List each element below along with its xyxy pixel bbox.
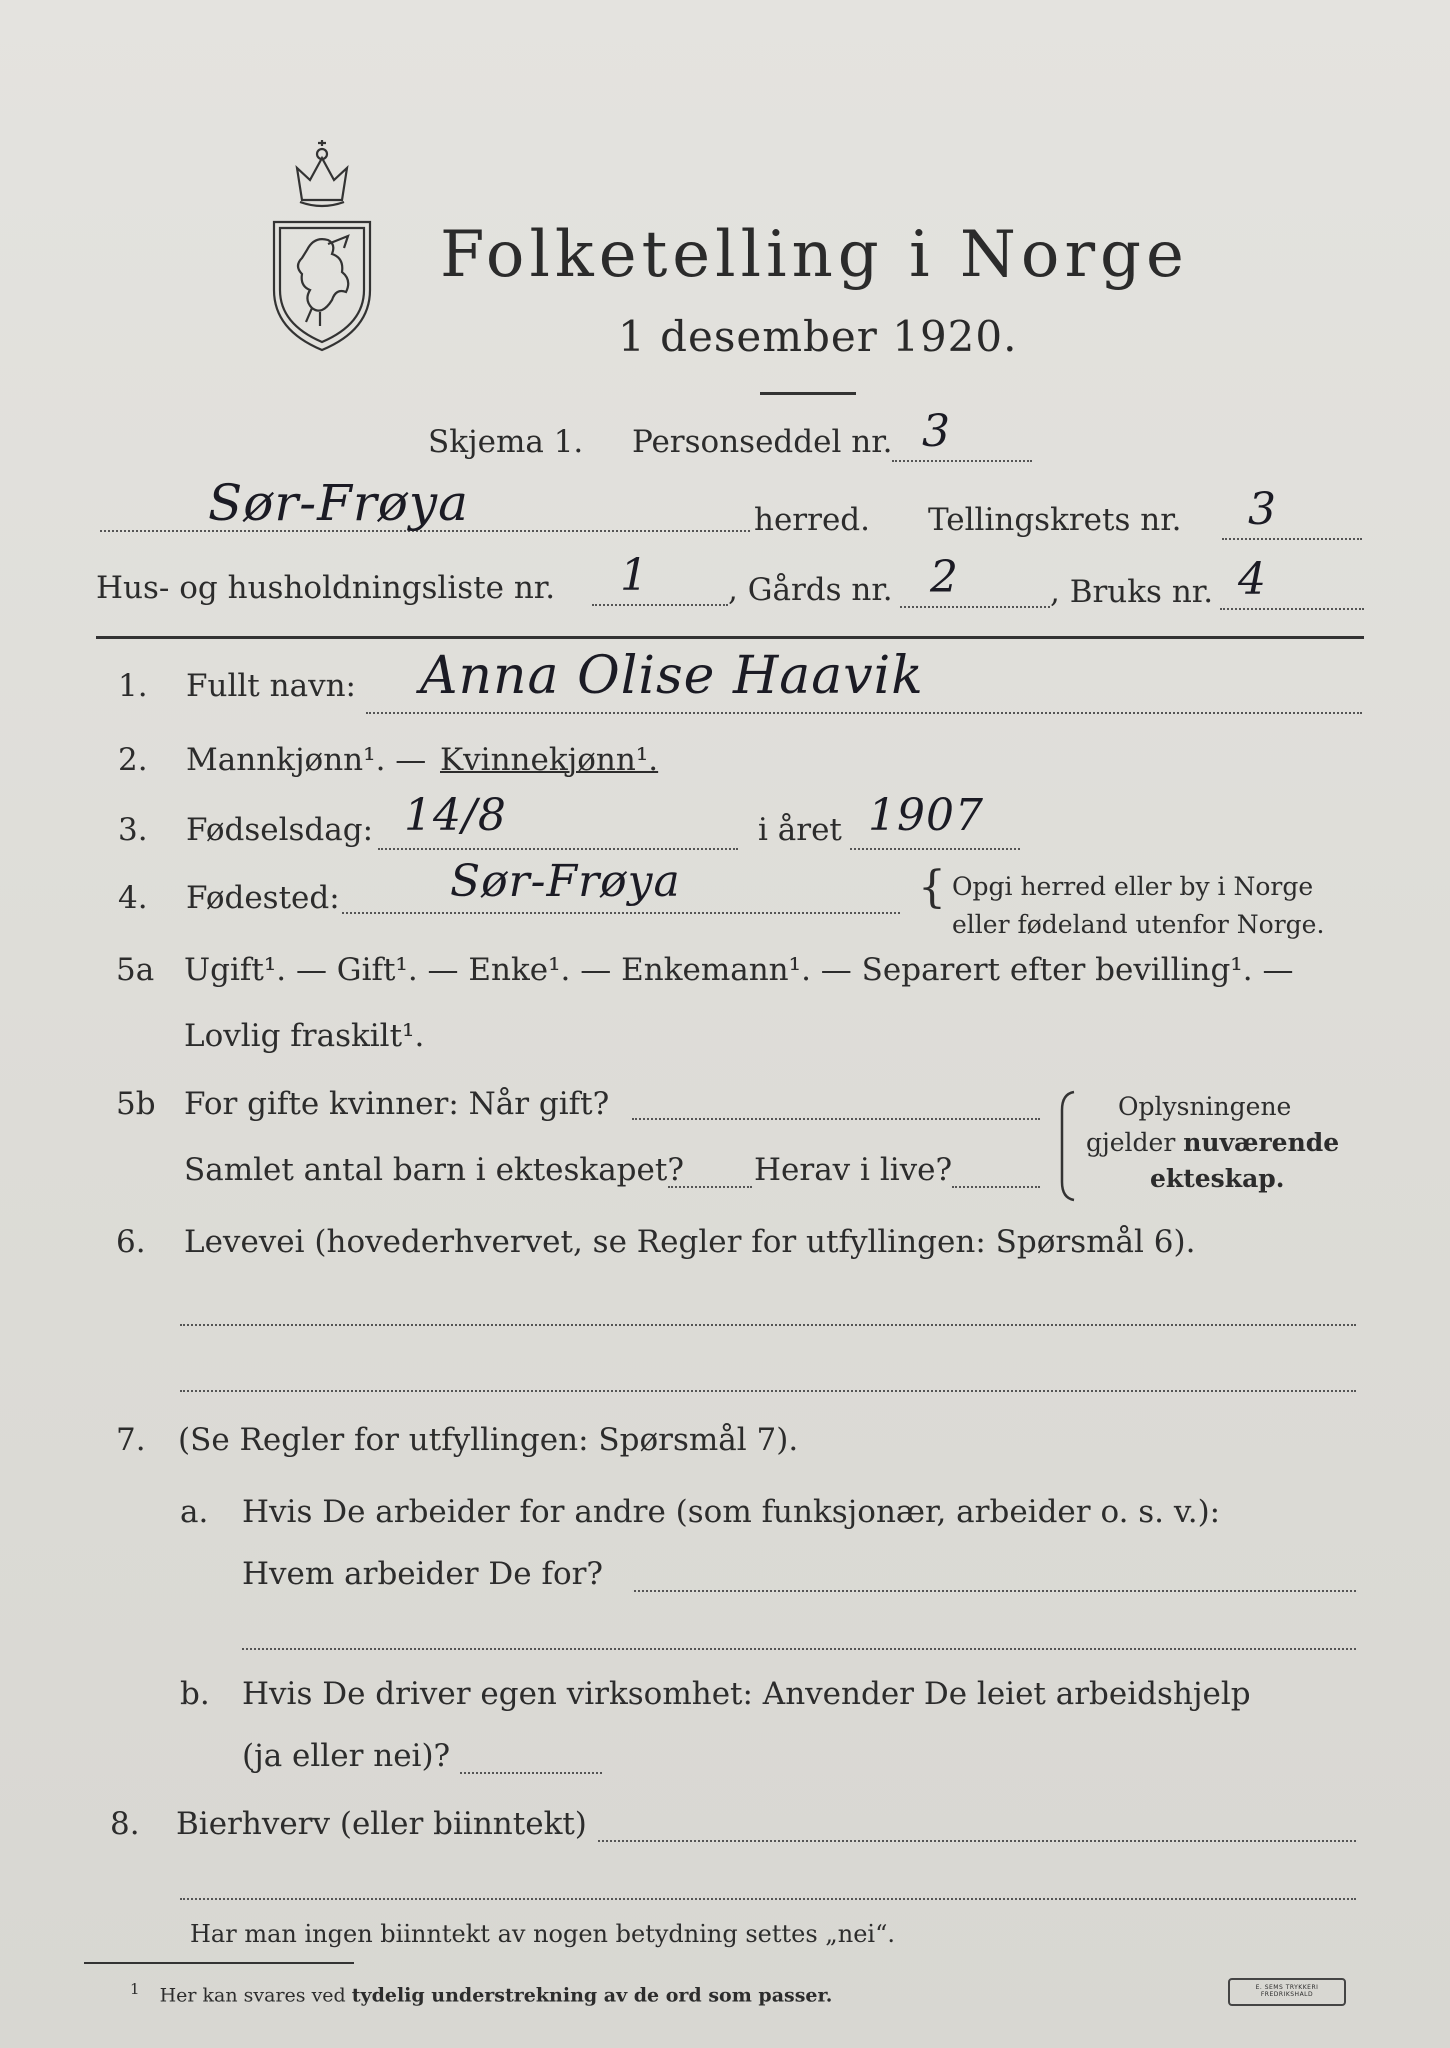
q7-label: (Se Regler for utfyllingen: Spørsmål 7). (178, 1422, 799, 1458)
q5b-note-line3: ekteskap. (1150, 1164, 1285, 1193)
q5a-line1: Ugift¹. — Gift¹. — Enke¹. — Enkemann¹. — Separert efter bevilling¹. — (184, 952, 1294, 988)
q5b-note-line2 (1086, 1128, 1339, 1157)
title-divider (760, 392, 856, 395)
q8-number: 8. (110, 1806, 140, 1842)
footnote-text-a: Her kan svares ved (159, 1984, 346, 2007)
q1-line (366, 712, 1362, 714)
q2-female: Kvinnekjønn¹. (440, 742, 659, 778)
q5b-note-line1: Oplysningene (1118, 1092, 1292, 1121)
footer-note: Har man ingen biinntekt av nogen betydning settes „nei“. (190, 1920, 895, 1948)
gards-label: , Gårds nr. (728, 572, 893, 608)
hus-label: Hus- og husholdningsliste nr. (96, 570, 556, 606)
census-date: 1 desember 1920. (618, 312, 1018, 361)
q7-number: 7. (116, 1422, 146, 1458)
q7a-letter: a. (180, 1494, 209, 1530)
q7a-line2: Hvem arbeider De for? (242, 1556, 604, 1592)
q1-number: 1. (118, 668, 148, 704)
q8-line2 (180, 1898, 1356, 1900)
schema-label: Skjema 1. (428, 424, 584, 460)
q7b-line1: Hvis De driver egen virksomhet: Anvender De leiet arbeidshjelp (242, 1676, 1251, 1712)
q4-note-line2: eller fødeland utenfor Norge. (952, 910, 1325, 939)
tellingskrets-line (1222, 538, 1362, 540)
birth-year-value: 1907 (868, 790, 984, 841)
q5b-alive-line (952, 1186, 1040, 1188)
q4-label: Fødested: (186, 880, 340, 916)
q4-note-line1: Opgi herred eller by i Norge (952, 872, 1314, 901)
herred-label: herred. (754, 502, 870, 538)
personseddel-line (892, 460, 1032, 462)
q3-line (378, 848, 738, 850)
birthday-value: 14/8 (404, 790, 507, 841)
q4-number: 4. (118, 880, 148, 916)
bruks-line (1220, 608, 1364, 610)
hus-value: 1 (620, 550, 649, 601)
q2-male: Mannkjønn¹. — (186, 742, 427, 778)
q3-year-label: i året (758, 812, 842, 848)
q2-number: 2. (118, 742, 148, 778)
q7b-answer-line (460, 1772, 602, 1774)
bruks-label: , Bruks nr. (1050, 574, 1214, 610)
gards-line (900, 606, 1050, 608)
q5b-number: 5b (116, 1086, 156, 1122)
q8-label: Bierhverv (eller biinntekt) (176, 1806, 587, 1842)
tellingskrets-label: Tellingskrets nr. (928, 502, 1182, 538)
footnote-mark: 1 (130, 1980, 140, 1998)
q1-label: Fullt navn: (186, 668, 356, 704)
q7b-line2: (ja eller nei)? (242, 1738, 451, 1774)
q7a-answer-line2 (242, 1648, 1356, 1650)
header-divider (96, 636, 1364, 639)
hus-line (592, 604, 728, 606)
q5a-number: 5a (116, 952, 155, 988)
q7a-line1: Hvis De arbeider for andre (som funksjonær, arbeider o. s. v.): (242, 1494, 1221, 1530)
q5b-married-line (632, 1118, 1040, 1120)
q3-number: 3. (118, 812, 148, 848)
q6-line1 (180, 1324, 1356, 1326)
q3-label: Fødselsdag: (186, 812, 374, 848)
footer-rule (84, 1962, 354, 1964)
full-name-value: Anna Olise Haavik (420, 646, 924, 706)
q5a-line2: Lovlig fraskilt¹. (184, 1018, 425, 1054)
q4-line (342, 912, 900, 914)
bruks-value: 4 (1238, 554, 1267, 605)
personseddel-value: 3 (922, 406, 951, 457)
herred-value: Sør-Frøya (208, 474, 469, 532)
q6-label: Levevei (hovederhvervet, se Regler for utfyllingen: Spørsmål 6). (184, 1224, 1196, 1260)
printer-mark (1228, 1978, 1346, 2006)
footnote-text-b: tydelig understrekning av de ord som passer. (351, 1984, 833, 2007)
q5b-note-gjelder: gjelder (1086, 1128, 1176, 1157)
q7b-letter: b. (180, 1676, 210, 1712)
q5b-label2: Samlet antal barn i ekteskapet? (184, 1152, 684, 1188)
q5b-label3: Herav i live? (754, 1152, 953, 1188)
page-title: Folketelling i Norge (440, 218, 1189, 292)
tellingskrets-value: 3 (1248, 484, 1277, 535)
q6-number: 6. (116, 1224, 146, 1260)
q8-line1 (598, 1840, 1356, 1842)
q5b-label1: For gifte kvinner: Når gift? (184, 1086, 610, 1122)
q5b-bracket (1056, 1090, 1078, 1202)
printer-mark-text: E. SEMS TRYKKERI FREDRIKSHALD (1255, 1984, 1319, 1998)
personseddel-label: Personseddel nr. (632, 424, 893, 460)
q4-brace: { (918, 862, 946, 913)
gards-value: 2 (930, 552, 959, 603)
birthplace-value: Sør-Frøya (450, 856, 681, 907)
footnote (130, 1980, 832, 2006)
q6-line2 (180, 1390, 1356, 1392)
q7a-answer-line1 (634, 1590, 1356, 1592)
q5b-children-line (668, 1186, 752, 1188)
q5b-note-naevaerende: nuværende (1183, 1128, 1340, 1157)
coat-of-arms-icon (262, 140, 382, 355)
q3-year-line (850, 848, 1020, 850)
